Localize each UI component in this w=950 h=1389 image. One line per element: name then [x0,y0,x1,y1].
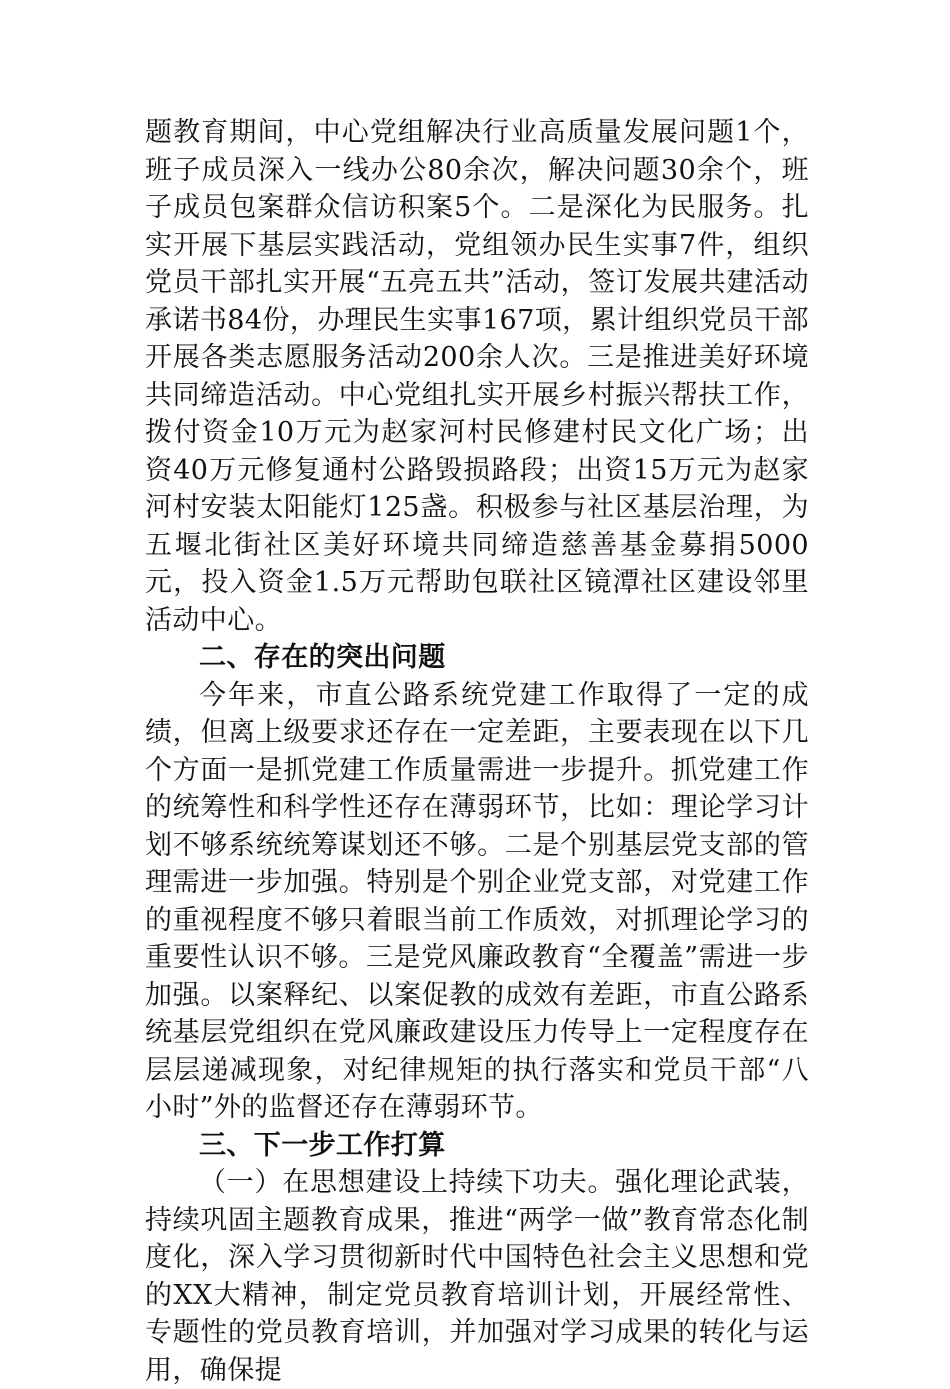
section-heading-problems: 二、存在的突出问题 [199,642,446,673]
document-body [145,114,809,1389]
paragraph-next-steps: （一）在思想建设上持续下功夫。强化理论武装，持续巩固主题教育成果，推进“两学一做”教育常态化制度化，深入学习贯彻新时代中国特色社会主义思想和党的XX大精神，制定党员教育培训计划，开展经常性、专题性的党员教育培训，并加强对学习成果的转化与运用，确保提 [145,1167,809,1386]
paragraph-problems: 今年来，市直公路系统党建工作取得了一定的成绩，但离上级要求还存在一定差距，主要表现在以下几个方面一是抓党建工作质量需进一步提升。抓党建工作的统筹性和科学性还存在薄弱环节，比如：理论学习计划不够系统统筹谋划还不够。二是个别基层党支部的管理需进一步加强。特别是个别企业党支部，对党建工作的重视程度不够只着眼当前工作质效，对抓理论学习的重要性认识不够。三是党风廉政教育“全覆盖”需进一步加强。以案释纪、以案促教的成效有差距，市直公路系统基层党组织在党风廉政建设压力传导上一定程度存在层层递减现象，对纪律规矩的执行落实和党员干部“八小时”外的监督还存在薄弱环节。 [145,679,809,1123]
section-heading-next-steps: 三、下一步工作打算 [199,1129,446,1161]
paragraph-achievements: 题教育期间，中心党组解决行业高质量发展问题1个，班子成员深入一线办公80余次，解决问题30余个，班子成员包案群众信访积案5个。二是深化为民服务。扎实开展下基层实践活动，党组领办民生实事7件，组织党员干部扎实开展“五亮五共”活动，签订发展共建活动承诺书84份，办理民生实事167项，累计组织党员干部开展各类志愿服务活动200余人次。三是推进美好环境共同缔造活动。中心党组扎实开展乡村振兴帮扶工作，拨付资金10万元为赵家河村民修建村民文化广场；出资40万元修复通村公路毁损路段；出资15万元为赵家河村安装太阳能灯125盏。积极参与社区基层治理，为五堰北街社区美好环境共同缔造慈善基金募捐5000元，投入资金1.5万元帮助包联社区镜潭社区建设邻里活动中心。 [145,117,809,636]
